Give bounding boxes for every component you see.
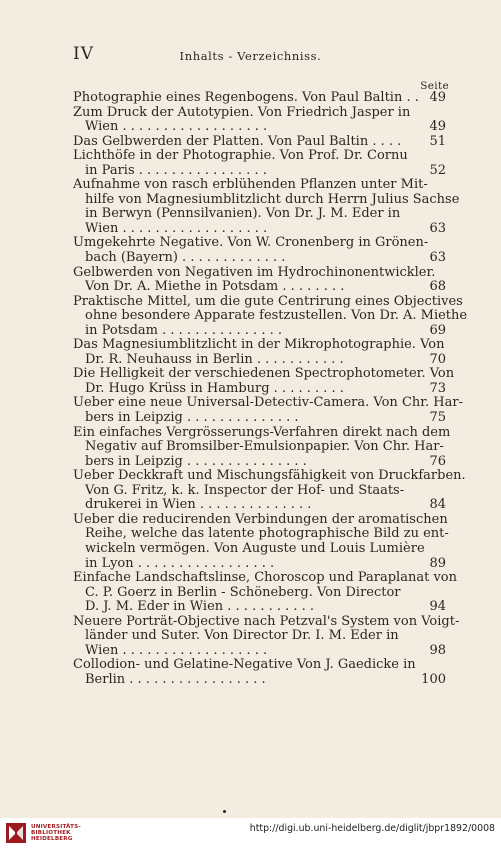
toc-entry: [73, 658, 446, 687]
toc-entry: [73, 293, 468, 339]
toc-entry: [73, 366, 455, 396]
toc-entry-line: Reihe, welche das latente photographische Bild zu ent-: [85, 526, 449, 542]
toc-entry-line: in Lyon . . . . . . . . . . . . . . . . .: [85, 555, 275, 571]
toc-page-number: 49: [429, 119, 446, 135]
toc-page-number: 84: [429, 497, 446, 513]
toc-entry-line: Photographie eines Regenbogens. Von Paul Baltin . .: [73, 90, 419, 105]
running-title: Inhalts - Verzeichniss.: [179, 49, 322, 63]
toc-entry: [73, 424, 451, 470]
toc-entry: [73, 468, 466, 513]
toc-entry-line: in Potsdam . . . . . . . . . . . . . . .: [85, 322, 282, 338]
toc-entry-line: Ueber die reducirenden Verbindungen der aromatischen: [73, 511, 448, 527]
toc-entry-line: bers in Leipzig . . . . . . . . . . . . . .: [85, 410, 299, 426]
toc-page-number: 68: [429, 279, 446, 295]
toc-entry-line: Aufnahme von rasch erblühenden Pflanzen unter Mit-: [73, 177, 428, 193]
toc-page-number: 89: [429, 555, 446, 571]
library-name: UNIVERSITÄTS- BIBLIOTHEK HEIDELBERG: [31, 823, 81, 843]
toc-entry-line: Das Magnesiumblitzlicht in der Mikrophotographie. Von: [73, 337, 445, 353]
toc-page-number: 63: [429, 250, 446, 266]
page-number: IV: [73, 44, 94, 64]
toc-entry: [73, 266, 446, 295]
toc-page-number: 49: [429, 90, 446, 105]
digitization-footer: [0, 818, 501, 852]
toc-entry: [73, 135, 446, 150]
toc-entry-line: Praktische Mittel, um die gute Centrirung eines Objectives: [73, 293, 463, 309]
toc-entry-line: Dr. R. Neuhauss in Berlin . . . . . . . . . . .: [85, 351, 344, 367]
toc-entry-line: Wien . . . . . . . . . . . . . . . . . .: [85, 220, 268, 236]
toc-entry-line: Das Gelbwerden der Platten. Von Paul Baltin . . . .: [73, 133, 402, 149]
toc-entry-line: wickeln vermögen. Von Auguste und Louis Lumière: [85, 540, 425, 556]
toc-page-number: 70: [429, 351, 446, 367]
library-logo[interactable]: [5, 822, 81, 844]
toc-entry-line: Neuere Porträt-Objective nach Petzval's System von Voigt-: [73, 613, 460, 629]
toc-page-number: 63: [429, 220, 446, 236]
toc-entry-line: Dr. Hugo Krüss in Hamburg . . . . . . . . .: [85, 380, 344, 396]
toc-entry-line: hilfe von Magnesiumblitzlicht durch Herrn Julius Sachse: [85, 191, 460, 207]
toc-page-number: 76: [429, 453, 446, 469]
toc-page-number: 73: [429, 380, 446, 396]
toc-entry-line: Negativ auf Bromsilber-Emulsionpapier. Von Chr. Har-: [85, 439, 444, 455]
toc-entry-line: ohne besondere Apparate festzustellen. Von Dr. A. Miethe: [85, 308, 468, 324]
toc-page-number: 75: [429, 410, 446, 426]
toc-entry-line: bach (Bayern) . . . . . . . . . . . . .: [85, 250, 286, 266]
toc-entry-line: Von Dr. A. Miethe in Potsdam . . . . . . . .: [85, 279, 345, 295]
toc-entry-line: Gelbwerden von Negativen im Hydrochinonentwickler.: [73, 264, 436, 280]
permalink-url[interactable]: http://digi.ub.uni-heidelberg.de/diglit/jbpr1892/0008: [249, 823, 495, 834]
toc-entry: [73, 511, 449, 571]
toc-entry: [73, 236, 446, 265]
toc-page-number: 100: [421, 671, 446, 687]
page-column-label: Seite: [420, 80, 449, 92]
ink-speck: [223, 810, 226, 813]
toc-entry: [73, 613, 460, 659]
toc-entry-line: Ueber eine neue Universal-Detectiv-Camera. Von Chr. Har-: [73, 395, 464, 411]
toc-entry: [73, 91, 446, 106]
toc-entry-line: Wien . . . . . . . . . . . . . . . . . .: [85, 119, 268, 135]
toc-entry: [73, 106, 446, 135]
toc-entry: [73, 570, 457, 615]
toc-entry-line: drukerei in Wien . . . . . . . . . . . . . .: [85, 497, 312, 513]
toc-entry: [73, 338, 446, 367]
toc-entry-line: Ein einfaches Vergrösserungs-Verfahren direkt nach dem: [73, 424, 451, 440]
table-of-contents: [73, 90, 468, 687]
toc-entry-line: in Paris . . . . . . . . . . . . . . . .: [85, 162, 267, 178]
toc-entry-line: C. P. Goerz in Berlin - Schöneberg. Von Director: [85, 584, 401, 600]
toc-entry-line: Einfache Landschaftslinse, Choroscop und Paraplanat von: [73, 570, 457, 586]
seal-icon: [5, 822, 27, 844]
toc-page-number: 98: [429, 642, 446, 658]
toc-entry-line: bers in Leipzig . . . . . . . . . . . . . . .: [85, 453, 307, 469]
toc-entry-line: Collodion- und Gelatine-Negative Von J. Gaedicke in: [73, 657, 416, 673]
toc-entry-line: Umgekehrte Negative. Von W. Cronenberg in Grönen-: [73, 235, 429, 251]
toc-entry: [73, 149, 446, 178]
toc-entry-line: in Berwyn (Pennsilvanien). Von Dr. J. M. Eder in: [85, 206, 401, 222]
toc-entry-line: Zum Druck der Autotypien. Von Friedrich Jasper in: [73, 104, 411, 120]
toc-entry-line: Von G. Fritz, k. k. Inspector der Hof- und Staats-: [85, 482, 405, 498]
toc-entry-line: Wien . . . . . . . . . . . . . . . . . .: [85, 642, 268, 658]
toc-entry: [73, 177, 460, 236]
toc-page-number: 51: [429, 133, 446, 149]
toc-entry-line: Berlin . . . . . . . . . . . . . . . . .: [85, 671, 266, 687]
toc-entry-line: Ueber Deckkraft und Mischungsfähigkeit von Druckfarben.: [73, 468, 466, 484]
toc-entry-line: Die Helligkeit der verschiedenen Spectrophotometer. Von: [73, 366, 455, 382]
toc-page-number: 94: [429, 599, 446, 615]
toc-entry-line: D. J. M. Eder in Wien . . . . . . . . . . .: [85, 599, 315, 615]
toc-entry: [73, 395, 464, 426]
toc-entry-line: Lichthöfe in der Photographie. Von Prof. Dr. Cornu: [73, 148, 408, 164]
toc-page-number: 52: [429, 162, 446, 178]
toc-page-number: 69: [429, 322, 446, 338]
toc-entry-line: länder und Suter. Von Director Dr. I. M. Eder in: [85, 628, 399, 644]
